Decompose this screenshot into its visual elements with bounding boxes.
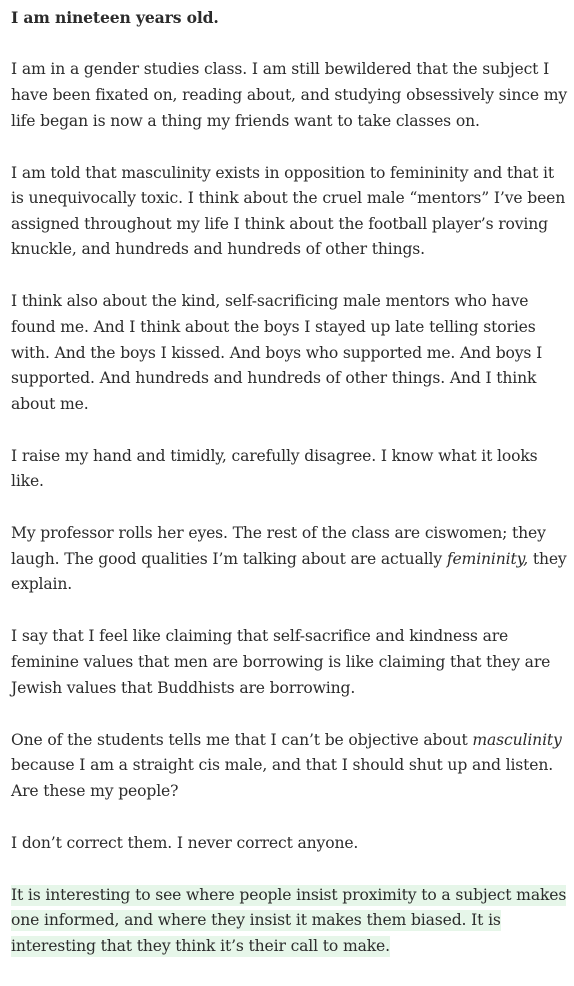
paragraph-1: I am in a gender studies class. I am still bewildered that the subject I have been fixated on, reading about, and studying obsessively since my life began is now a thing my friends want to take classes on. — [11, 60, 568, 130]
article-heading: I am nineteen years old. — [11, 8, 219, 27]
paragraph-5-emphasis: femininity, — [446, 549, 529, 568]
paragraph-4: I raise my hand and timidly, carefully disagree. I know what it looks like. — [11, 446, 538, 491]
paragraph-3: I think also about the kind, self-sacrificing male mentors who have found me. And I think about the boys I stayed up late telling stories with. And the boys I kissed. And boys who supported me. And boys I supported. And hundreds and hundreds of other things. And I think about me. — [11, 292, 543, 413]
highlighted-passage[interactable]: It is interesting to see where people insist proximity to a subject makes one informed, and where they insist it makes them biased. It is interesting that they think it’s their call to make. — [11, 885, 567, 955]
paragraph-7-text: One of the students tells me that I can’t be objective about — [11, 730, 473, 749]
paragraph-7-emphasis: masculinity — [472, 730, 562, 749]
paragraph-7 — [11, 728, 567, 805]
paragraph-6: I say that I feel like claiming that self-sacrifice and kindness are feminine values that men are borrowing is like claiming that they are Jewish values that Buddhists are borrowing. — [11, 627, 551, 697]
paragraph-2: I am told that masculinity exists in opposition to femininity and that it is unequivocally toxic. I think about the cruel male “mentors” I’ve been assigned throughout my life I think about the football player’s roving knuckle, and hundreds and hundreds of other things. — [11, 163, 566, 259]
paragraph-9 — [11, 883, 567, 960]
article-body — [11, 5, 567, 986]
paragraph-5 — [11, 521, 567, 598]
paragraph-7-tail: because I am a straight cis male, and that I should shut up and listen. Are these my people? — [11, 756, 554, 800]
paragraph-5-tail: they explain. — [11, 549, 567, 594]
paragraph-5-text: My professor rolls her eyes. The rest of the class are ciswomen; they laugh. The good qualities I’m talking about are actually — [11, 524, 546, 568]
paragraph-8: I don’t correct them. I never correct anyone. — [11, 833, 359, 852]
